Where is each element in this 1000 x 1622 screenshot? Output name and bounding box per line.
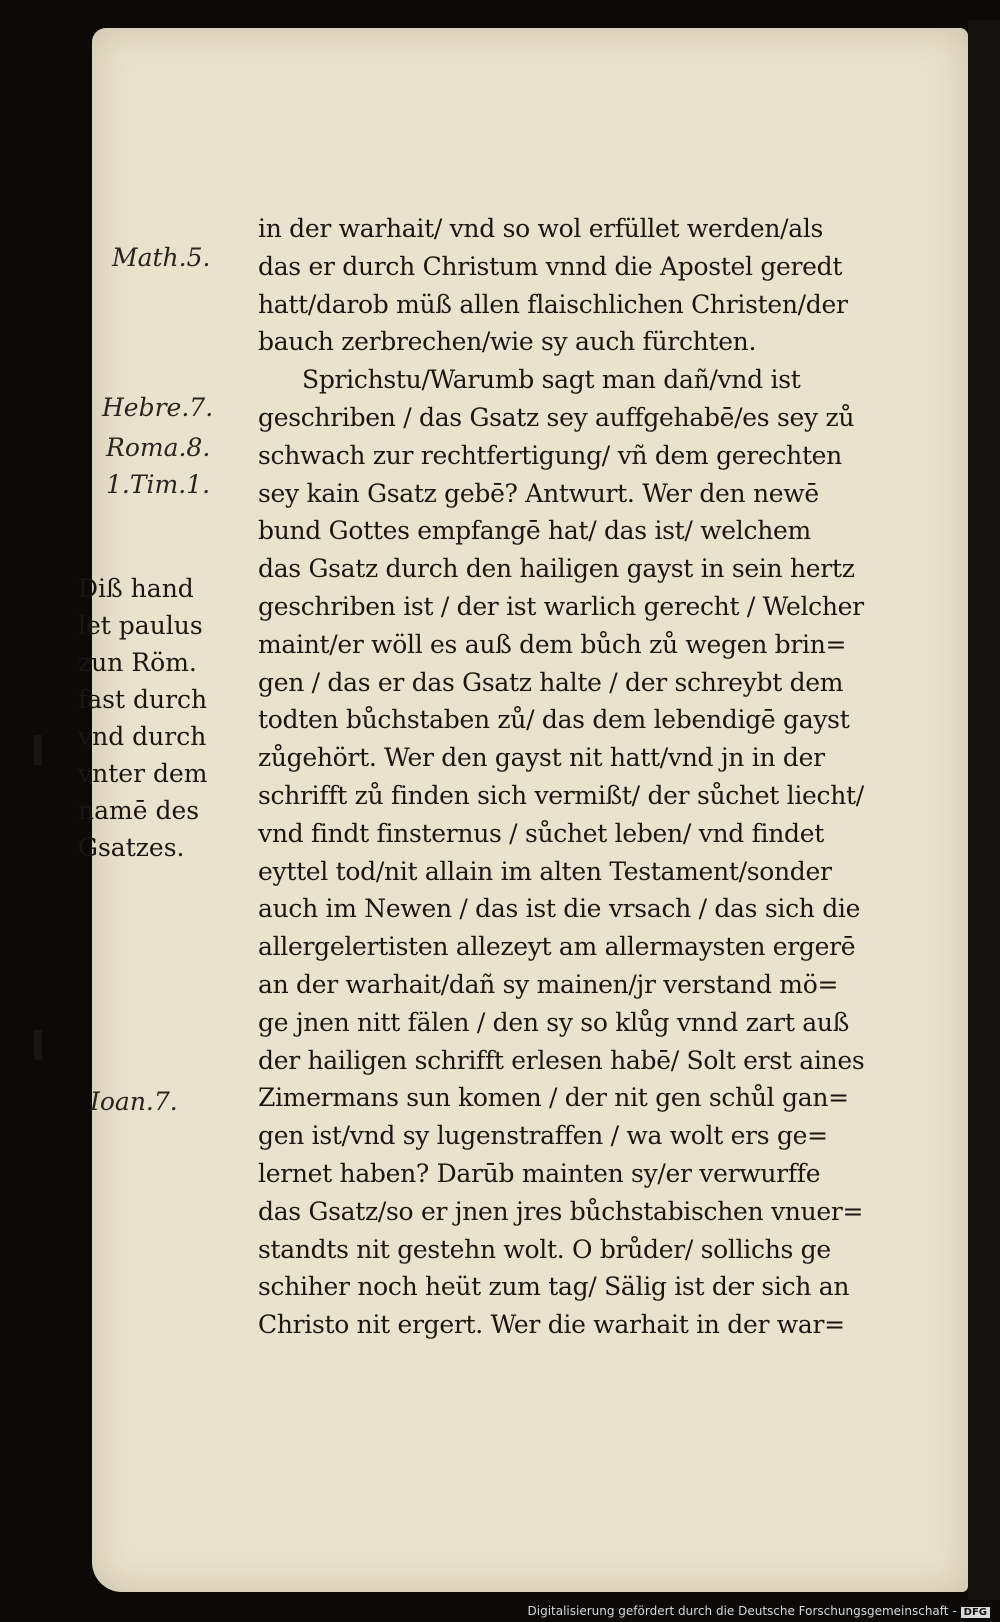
- margin-reference: Ioan.7.: [90, 1087, 178, 1116]
- gloss-line: let paulus: [78, 611, 203, 640]
- text-line: an der warhait/dañ sy mainen/jr verstand mö=: [258, 969, 839, 999]
- edge-mark: [34, 1030, 42, 1060]
- text-line: sey kain Gsatz gebē? Antwurt. Wer den newē: [258, 478, 819, 508]
- text-line: schiher noch heüt zum tag/ Sälig ist der sich an: [258, 1272, 850, 1302]
- text-line: gen / das er das Gsatz halte / der schreybt dem: [258, 667, 844, 697]
- footer-text: Digitalisierung gefördert durch die Deutsche Forschungsgemeinschaft -: [527, 1604, 957, 1618]
- gloss-line: fast durch: [78, 685, 208, 714]
- main-text-block: [258, 210, 948, 1344]
- text-line: das Gsatz/so er jnen jres bůchstabischen vnuer=: [258, 1196, 864, 1226]
- text-line: hatt/darob müß allen flaischlichen Christen/der: [258, 289, 848, 319]
- text-line: das Gsatz durch den hailigen gayst in sein hertz: [258, 554, 855, 584]
- text-line: schrifft zů finden sich vermißt/ der sůchet liecht/: [258, 780, 864, 810]
- text-line: zůgehört. Wer den gayst nit hatt/vnd jn in der: [258, 743, 825, 773]
- margin-gloss: [78, 570, 238, 866]
- text-line: auch im Newen / das ist die vrsach / das sich die: [258, 894, 861, 924]
- margin-reference: Roma.8.: [106, 433, 211, 462]
- text-line: standts nit gestehn wolt. O brůder/ sollichs ge: [258, 1234, 831, 1264]
- text-line: das er durch Christum vnnd die Apostel geredt: [258, 251, 843, 281]
- text-line: bauch zerbrechen/wie sy auch fürchten.: [258, 327, 757, 357]
- gloss-line: Diß hand: [78, 574, 194, 603]
- digitization-footer: [528, 1604, 991, 1618]
- text-line: todten bůchstaben zů/ das dem lebendigē gayst: [258, 705, 850, 735]
- text-line: vnd findt finsternus / sůchet leben/ vnd findet: [258, 818, 824, 848]
- gloss-line: Gsatzes.: [78, 833, 185, 862]
- gloss-line: vnter dem: [78, 759, 208, 788]
- text-line: der hailigen schrifft erlesen habē/ Solt erst aines: [258, 1045, 865, 1075]
- gloss-line: zun Röm.: [78, 648, 197, 677]
- text-line: geschriben / das Gsatz sey auffgehabē/es sey zů: [258, 402, 855, 432]
- text-line: Zimermans sun komen / der nit gen schůl gan=: [258, 1083, 849, 1113]
- text-line: gen ist/vnd sy lugenstraffen / wa wolt ers ge=: [258, 1121, 828, 1151]
- gloss-line: vnd durch: [78, 722, 207, 751]
- margin-reference: 1.Tim.1.: [106, 470, 211, 499]
- text-line: maint/er wöll es auß dem bůch zů wegen brin=: [258, 629, 847, 659]
- text-line: ge jnen nitt fälen / den sy so klůg vnnd zart auß: [258, 1007, 850, 1037]
- dfg-logo: DFG: [961, 1607, 990, 1618]
- text-line: schwach zur rechtfertigung/ vñ dem gerechten: [258, 440, 842, 470]
- book-gutter: [968, 20, 1000, 1600]
- text-line: in der warhait/ vnd so wol erfüllet werden/als: [258, 214, 824, 243]
- text-line: bund Gottes empfangē hat/ das ist/ welchem: [258, 516, 811, 546]
- text-line: Christo nit ergert. Wer die warhait in der war=: [258, 1310, 845, 1340]
- margin-reference: Math.5.: [112, 243, 211, 272]
- text-line: allergelertisten allezeyt am allermaysten ergerē: [258, 932, 856, 962]
- text-line: eyttel tod/nit allain im alten Testament/sonder: [258, 856, 832, 886]
- margin-reference: Hebre.7.: [102, 393, 214, 422]
- text-line: lernet haben? Darūb mainten sy/er verwurffe: [258, 1158, 821, 1188]
- edge-mark: [34, 735, 42, 765]
- text-line: Sprichstu/Warumb sagt man dañ/vnd ist: [302, 365, 801, 395]
- gloss-line: namē des: [78, 796, 200, 825]
- text-line: geschriben ist / der ist warlich gerecht / Welcher: [258, 591, 864, 621]
